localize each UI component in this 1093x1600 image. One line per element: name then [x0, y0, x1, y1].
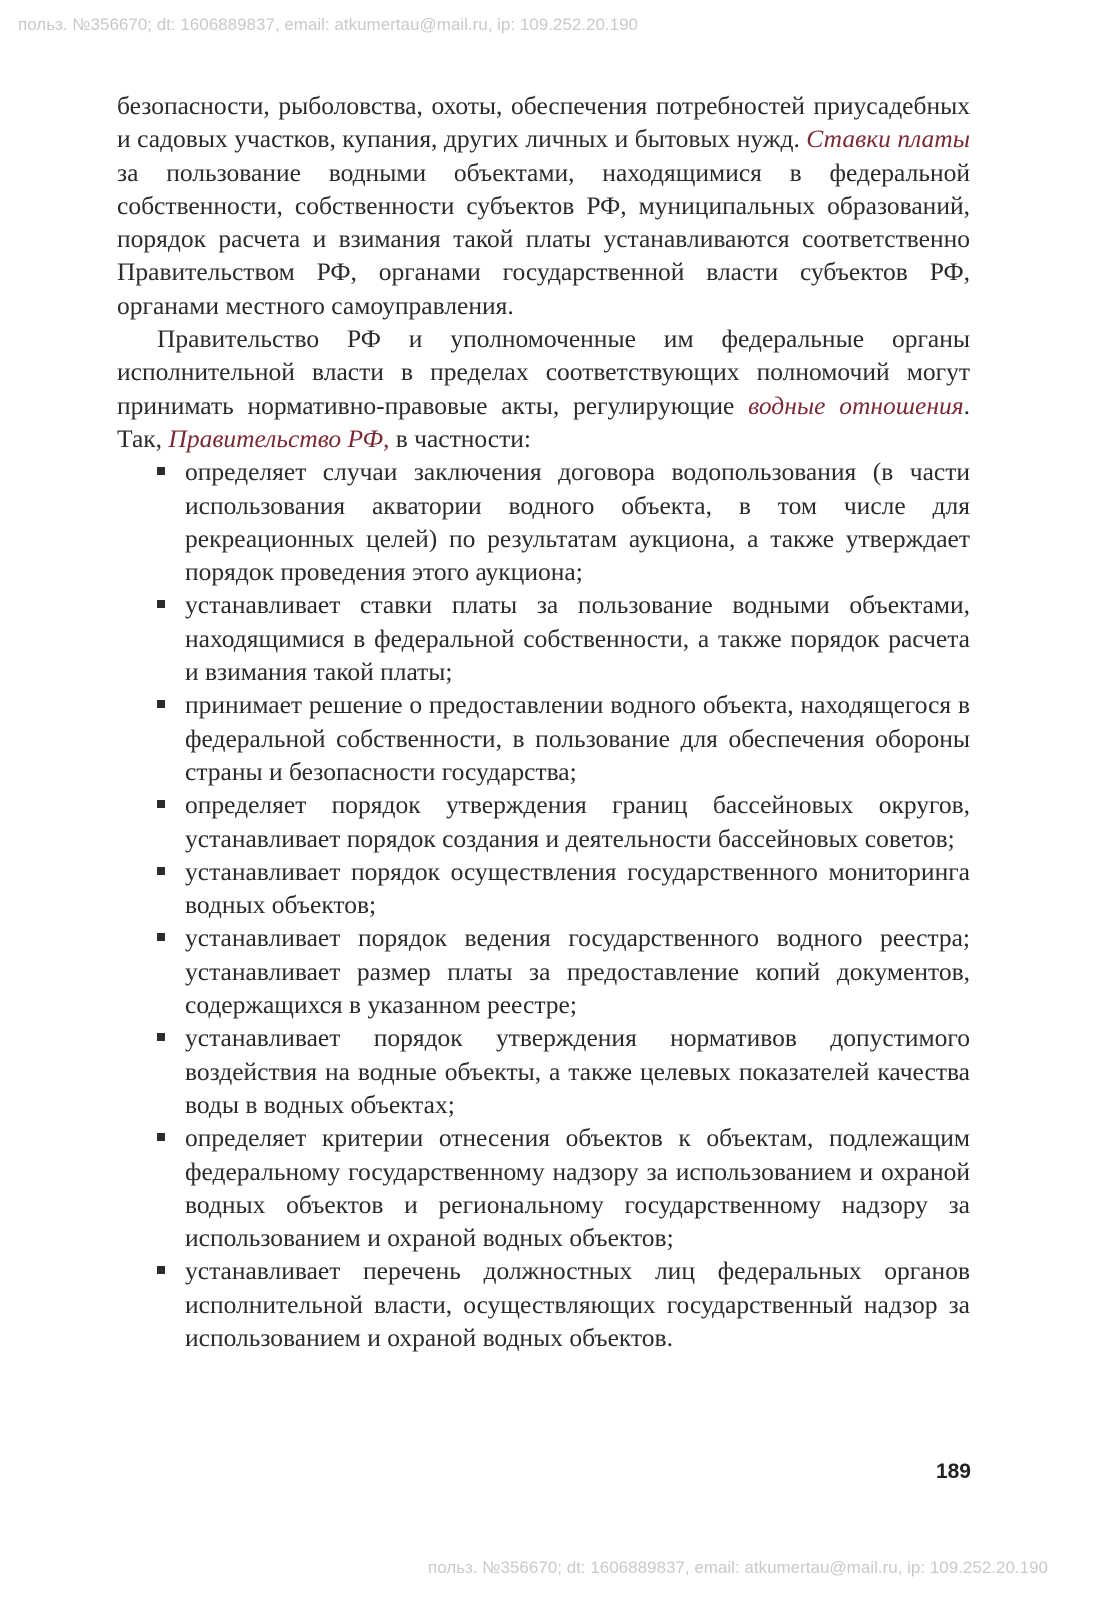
list-item — [117, 455, 970, 588]
paragraph-1-text-start: безопасности, рыболовства, охоты, обеспечения потребностей приусадебных и садовых участков, купания, других личных и бытовых нужд. — [117, 91, 970, 154]
page-number: 189 — [935, 1460, 971, 1483]
page-body — [117, 89, 970, 1354]
term-government: Правительство РФ, — [168, 423, 390, 453]
list-item-text: определяет случаи заключения договора водопользования (в части использования акватории водного объекта, в том числе для рекреационных целей) по результатам аукциона, а также утверждает порядок проведения этого аукциона; — [185, 457, 970, 587]
paragraph-2-text-end: в частности: — [389, 423, 531, 453]
square-bullet-icon — [157, 467, 165, 475]
list-item — [117, 1254, 970, 1354]
list-item-text: определяет критерии отнесения объектов к объектам, подлежащим федеральному государственному надзору за использованием и охраной водных объектов и региональному государственному надзору за использованием и охраной водных объектов; — [185, 1123, 970, 1253]
list-item — [117, 788, 970, 855]
square-bullet-icon — [157, 867, 165, 875]
list-item-text: устанавливает перечень должностных лиц федеральных органов исполнительной власти, осуществляющих государственный надзор за использованием и охраной водных объектов. — [185, 1256, 970, 1352]
list-item-text: устанавливает порядок утверждения нормативов допустимого воздействия на водные объекты, а также целевых показателей качества воды в водных объектах; — [185, 1023, 970, 1119]
watermark-top: польз. №356670; dt: 1606889837, email: atkumertau@mail.ru, ip: 109.252.20.190 — [18, 15, 639, 34]
list-item — [117, 921, 970, 1021]
square-bullet-icon — [157, 700, 165, 708]
paragraph-1-text-end: за пользование водными объектами, находящимися в федеральной собственности, собственности субъектов РФ, муниципальных образований, порядок расчета и взимания такой платы устанавливаются соответственно Правительством РФ, органами государственной власти субъектов РФ, органами местного самоуправления. — [117, 157, 970, 320]
list-item-text: определяет порядок утверждения границ бассейновых округов, устанавливает порядок создания и деятельности бассейновых советов; — [185, 790, 970, 853]
paragraph-2 — [117, 322, 970, 455]
square-bullet-icon — [157, 1266, 165, 1274]
paragraph-2-text-middle: . Так, — [117, 390, 970, 453]
list-item — [117, 688, 970, 788]
paragraph-2-text-start: Правительство РФ и уполномоченные им федеральные органы исполнительной власти в пределах соответствующих полномочий могут принимать нормативно-правовые акты, регулирующие — [117, 324, 970, 420]
list-item — [117, 1121, 970, 1254]
powers-list — [117, 455, 970, 1354]
term-rates: Ставки платы — [806, 124, 970, 154]
term-water-relations: водные отношения — [748, 390, 964, 420]
list-item-text: принимает решение о предоставлении водного объекта, находящегося в федеральной собственности, в пользование для обеспечения обороны страны и безопасности государства; — [185, 690, 970, 786]
list-item-text: устанавливает ставки платы за пользование водными объектами, находящимися в федеральной собственности, а также порядок расчета и взимания такой платы; — [185, 590, 970, 687]
list-item — [117, 588, 970, 688]
list-item — [117, 855, 970, 922]
square-bullet-icon — [157, 600, 165, 608]
square-bullet-icon — [157, 1133, 165, 1141]
square-bullet-icon — [157, 800, 165, 808]
list-item — [117, 1021, 970, 1121]
list-item-text: устанавливает порядок осуществления государственного мониторинга водных объектов; — [185, 856, 970, 920]
square-bullet-icon — [157, 933, 165, 941]
watermark-bottom: польз. №356670; dt: 1606889837, email: atkumertau@mail.ru, ip: 109.252.20.190 — [427, 1558, 1048, 1577]
square-bullet-icon — [157, 1033, 165, 1041]
list-item-text: устанавливает порядок ведения государственного водного реестра; устанавливает размер платы за предоставление копий документов, содержащихся в указанном реестре; — [185, 923, 970, 1020]
paragraph-1 — [117, 89, 970, 322]
